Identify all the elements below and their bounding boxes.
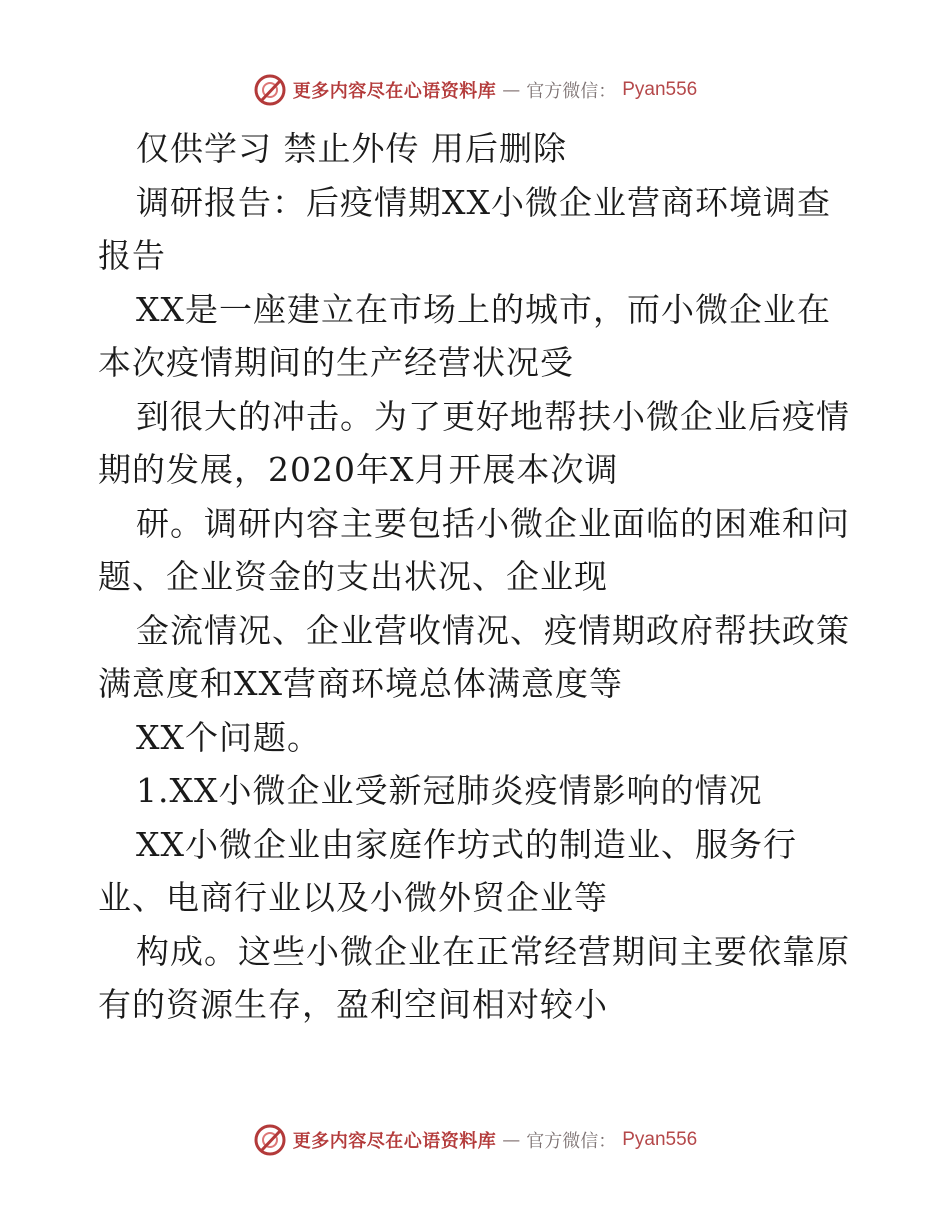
banner-separator: — bbox=[502, 79, 521, 101]
text-line: 题、企业资金的支出状况、企业现 bbox=[98, 557, 608, 596]
text-line: 有的资源生存，盈利空间相对较小 bbox=[98, 985, 608, 1024]
logo-icon bbox=[253, 73, 287, 107]
text-line: 期的发展，2020年X月开展本次调 bbox=[98, 450, 619, 489]
text-line: 到很大的冲击。为了更好地帮扶小微企业后疫情 bbox=[136, 396, 850, 436]
footer-banner bbox=[0, 1120, 950, 1160]
text-line: 1.XX小微企业受新冠肺炎疫情影响的情况 bbox=[136, 771, 763, 810]
text-line: 仅供学习 禁止外传 用后删除 bbox=[136, 129, 567, 168]
text-line: 金流情况、企业营收情况、疫情期政府帮扶政策 bbox=[136, 610, 850, 650]
banner-site-name: 更多内容尽在心语资料库 bbox=[292, 1131, 497, 1152]
banner-wechat-handle: Pyan556 bbox=[622, 1129, 698, 1150]
text-line: 本次疫情期间的生产经营状况受 bbox=[98, 343, 574, 382]
banner-wechat-label: 官方微信： bbox=[526, 81, 617, 102]
text-line: XX个问题。 bbox=[136, 717, 321, 757]
text-line: 构成。这些小微企业在正常经营期间主要依靠原 bbox=[136, 931, 850, 971]
header-banner bbox=[0, 70, 950, 110]
text-line: 满意度和XX营商环境总体满意度等 bbox=[98, 664, 623, 703]
logo-icon bbox=[253, 1123, 287, 1157]
text-line: 研。调研内容主要包括小微企业面临的困难和问 bbox=[136, 503, 850, 543]
text-line: XX是一座建立在市场上的城市，而小微企业在 bbox=[136, 289, 831, 329]
text-line: 报告 bbox=[98, 236, 166, 275]
text-line: 业、电商行业以及小微外贸企业等 bbox=[98, 878, 608, 917]
document-body bbox=[98, 122, 858, 1032]
banner-site-name: 更多内容尽在心语资料库 bbox=[292, 81, 497, 102]
text-line: XX小微企业由家庭作坊式的制造业、服务行 bbox=[136, 824, 797, 864]
banner-separator: — bbox=[502, 1129, 521, 1151]
banner-wechat-handle: Pyan556 bbox=[622, 79, 698, 100]
text-line: 调研报告：后疫情期XX小微企业营商环境调查 bbox=[136, 182, 831, 222]
banner-wechat-label: 官方微信： bbox=[526, 1131, 617, 1152]
